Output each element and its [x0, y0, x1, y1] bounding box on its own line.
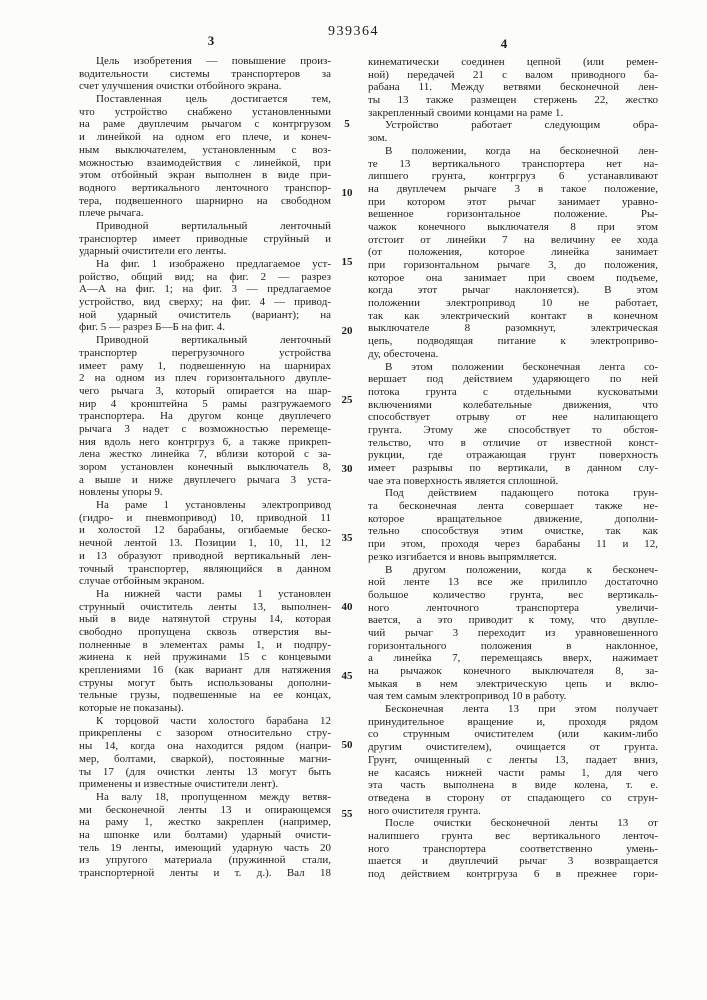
text-line: которое она занимает при своем подъеме,: [368, 271, 658, 284]
text-line: Приводной вертилальный ленточный: [96, 219, 331, 232]
text-line: можностью взаимодействия с линейкой, при: [79, 156, 331, 169]
text-line: струны могут быть использованы дополни-: [79, 676, 331, 689]
text-line: ты 13 также размещен стержень 22, жестко: [368, 94, 658, 107]
text-line: отстоит от линейки 7 на величину ее хода: [368, 233, 658, 246]
text-line: прикреплены с зазором относительно стру-: [79, 727, 331, 740]
line-number: 45: [341, 670, 353, 682]
text-line: ной) передачей 21 с валом приводного ба-: [368, 68, 658, 81]
text-line: положении электропривод 10 не работает,: [368, 297, 658, 310]
text-line: применены и известные очистители лент).: [79, 778, 279, 791]
paragraph: [368, 817, 658, 880]
text-line: жинена к ней пружинами 15 с концевыми: [79, 651, 331, 664]
paragraph: [79, 258, 331, 334]
line-number: 40: [341, 601, 353, 613]
text-line: лена жестко линейка 7, вблизи которой с за-: [79, 448, 331, 461]
paragraph: [368, 145, 658, 361]
text-column-page-3: [79, 55, 331, 880]
text-line: рабана 11. Между ветвями бесконечной лен-: [368, 81, 658, 94]
text-line: имеет раму 1, подвешенную на шарнирах: [79, 359, 331, 372]
text-line: тельство, что в отличие от известной конст-: [368, 436, 658, 449]
text-line: После очистки бесконечной ленты 13 от: [385, 817, 658, 830]
text-line: новлены упоры 9.: [79, 486, 163, 499]
text-line: ный в виде натянутой струны 14, которая: [79, 613, 331, 626]
text-line: Приводной вертикальный ленточный: [96, 334, 331, 347]
text-line: чего рычага 3, который опирается на шар-: [79, 384, 331, 397]
text-line: рукции, где отражающая грунт поверхность: [368, 449, 658, 462]
text-line: В этом положении бесконечная лента со-: [385, 360, 658, 373]
page-number-right: 4: [500, 36, 508, 51]
text-line: шается и двуплечий рычаг 3 возвращается: [368, 855, 658, 868]
paragraph: [79, 499, 331, 588]
text-line: чая тем самым электропривод 10 в работу.: [368, 690, 567, 703]
text-line: Бесконечная лента 13 при этом получает: [385, 703, 658, 716]
text-line: транспортера. На другом конце двуплечего: [79, 410, 331, 423]
text-line: ного очистителя грунта.: [368, 804, 481, 817]
text-line: грунта. Этому же способствует то обстоя-: [368, 423, 658, 436]
text-line: свободно пропущена сквозь отверстия вы-: [79, 625, 331, 638]
line-number: 10: [341, 187, 353, 199]
text-line: эта часть выполнена в виде колена, т. е.: [368, 779, 658, 792]
text-line: со струнным очистителем (или каким-либо: [368, 728, 658, 741]
text-line: резко изгибается и вновь выпрямляется.: [368, 550, 557, 563]
text-line: ны 14, когда она находится рядом (напри-: [79, 740, 331, 753]
paragraph: [368, 119, 658, 144]
text-line: другим очистителем), очищается от грунта.: [368, 741, 658, 754]
text-line: липшего грунта, контргруз 6 устанавливают: [368, 170, 658, 183]
text-line: тельно способствуя этим очистке, так как: [368, 525, 658, 538]
paragraph: [79, 220, 331, 258]
text-line: тельные грузы, подвешенные на ее концах,: [79, 689, 331, 702]
text-line: горизонтального положения в наклонное,: [368, 639, 658, 652]
text-line: ной ленте 13 все же прилипло достаточно: [368, 576, 658, 589]
text-line: та бесконечная лента совершает также не-: [368, 500, 658, 513]
paragraph: [79, 55, 331, 93]
text-line: струнный очиститель ленты 13, выполнен-: [79, 600, 331, 613]
text-line: ройство, общий вид; на фиг. 2 — разрез: [79, 270, 331, 283]
text-column-page-4: [368, 56, 658, 881]
text-line: отведена в сторону от спадающего со струн-: [368, 791, 658, 804]
text-line: ного ленточного транспортера увеличи-: [368, 601, 658, 614]
text-line: цепь, подводящая питание к электроприво-: [368, 335, 658, 348]
text-line: Грунт, очищенный с ленты 13, падает вниз,: [368, 753, 658, 766]
paragraph: [79, 334, 331, 499]
text-line: выключателе 8 разомкнут, электрическая: [368, 322, 658, 335]
line-number: 55: [341, 808, 353, 820]
paragraph: [79, 715, 331, 791]
text-line: кинематически соединен цепной (или ремен-: [368, 56, 658, 68]
text-line: чае эта поверхность является сплошной.: [368, 474, 559, 487]
text-line: при этом, проходя через барабаны 11 и 12,: [368, 538, 658, 551]
text-line: На раме 1 установлены электропривод: [96, 499, 331, 512]
text-line: и линейкой на одном его плече, и конеч-: [79, 131, 331, 144]
text-line: ния вдоль него контргруз 6, а также прикреп-: [79, 435, 331, 448]
text-line: ты 17 (для очистки ленты 13 могут быть: [79, 765, 331, 778]
text-line: чий рычаг 3 переходит из уравновешенного: [368, 626, 658, 639]
text-line: Поставленная цель достигается тем,: [96, 93, 331, 106]
text-line: устройство, вид сверху; на фиг. 4 — привод-: [79, 296, 331, 309]
paragraph: [79, 588, 331, 715]
text-line: при горизонтальном рычаге 3, до положения,: [368, 259, 658, 271]
text-line: полненные в элементах рамы 1, и подпру-: [79, 638, 331, 651]
text-line: те 13 вертикального транспортера нет на-: [368, 157, 658, 170]
text-line: К торцовой части холостого барабана 12: [96, 714, 331, 727]
text-line: принудительное вращение и, проходя рядом: [368, 715, 658, 728]
text-line: не касаясь нижней части рамы 1, для чего: [368, 766, 658, 779]
text-line: закрепленный своими концами на раме 1.: [368, 106, 564, 119]
text-line: нир 4 кронштейна 5 рамы разгружаемого: [79, 397, 331, 410]
text-line: Цель изобретения — повышение произ-: [96, 55, 331, 67]
text-line: на рычажок конечного выключателя 8, за-: [368, 665, 658, 677]
paragraph: [368, 56, 658, 119]
text-line: вешенное горизонтальное положение. Ры-: [368, 208, 658, 221]
text-line: На валу 18, пропущенном между ветвя-: [96, 790, 331, 803]
line-number: 15: [341, 256, 353, 268]
text-line: В другом положении, когда к бесконеч-: [385, 563, 658, 576]
line-number: 20: [341, 325, 353, 337]
text-line: а выше и ниже двуплечего рычага 3 уста-: [79, 473, 331, 486]
paragraph: [368, 703, 658, 817]
text-line: В положении, когда на бесконечной лен-: [385, 144, 658, 157]
text-line: (от положения, которое линейка занимает: [368, 246, 658, 259]
text-line: мыкая в нем электрическую цепь и вклю-: [368, 677, 658, 690]
line-number: 35: [341, 532, 353, 544]
text-line: Под действием падающего потока грун-: [385, 487, 658, 500]
text-line: ной ударный очиститель (вариант); на: [79, 308, 331, 321]
text-line: и холостой 12 барабаны, огибаемые беско-: [79, 524, 331, 537]
text-line: транспортер имеет приводные струйный и: [79, 232, 331, 245]
text-line: при котором этот рычаг занимает уравно-: [368, 195, 658, 208]
text-line: 2 на одном из плеч горизонтального двупле-: [79, 372, 331, 385]
text-line: креплениями 16 (как вариант для натяжения: [79, 664, 331, 676]
text-line: под действием контргруза 6 в прежнее гори-: [368, 868, 658, 880]
text-line: водного вертикального ленточного транспор-: [79, 181, 331, 194]
text-line: Устройство работает следующим обра-: [385, 119, 658, 132]
text-line: транспортерной ленты и т. д.). Вал 18: [79, 867, 331, 879]
paragraph: [368, 361, 658, 488]
text-line: включениями колебательные движения, что: [368, 398, 658, 411]
text-line: рычага 3 надет с возможностью перемеще-: [79, 422, 331, 435]
text-line: вершает под действием ударяющего по ней: [368, 373, 658, 386]
text-line: ным выключателем, установленным с воз-: [79, 143, 331, 156]
text-line: зором установлен конечный выключатель 8,: [79, 461, 331, 473]
text-line: на двуплечем рычаге 3 в такое положение,: [368, 182, 658, 195]
text-line: имеет разрывы по вертикали, в данном слу-: [368, 462, 658, 474]
text-line: точный транспортер, являющийся в данном: [79, 562, 331, 575]
text-line: способствует отрыву от нее налипающего: [368, 411, 658, 424]
text-line: налипшего грунта вес вертикального ленточ-: [368, 829, 658, 842]
text-line: из упругого материала (пружинной стали,: [79, 854, 331, 867]
text-line: вается, а это приводит к тому, что двупле-: [368, 614, 658, 627]
page-number-left: 3: [207, 33, 215, 48]
text-line: А—А на фиг. 1; на фиг. 3 — предлагаемое: [79, 283, 331, 296]
text-line: когда этот рычаг наклоняется). В этом: [368, 284, 658, 297]
text-line: и 13 образуют приводной вертикальный лен-: [79, 549, 331, 562]
text-line: которые не показаны).: [79, 702, 184, 715]
text-line: ударный очистители его ленты.: [79, 245, 227, 258]
text-line: На фиг. 1 изображено предлагаемое уст-: [96, 258, 331, 270]
line-number: 30: [341, 463, 353, 475]
text-line: мер, болтами, сваркой), постоянные магни-: [79, 752, 331, 765]
line-number: 50: [341, 739, 353, 751]
line-number: 5: [344, 118, 350, 130]
text-line: тель 19 ленты, имеющий ударную часть 20: [79, 841, 331, 854]
paragraph: [368, 564, 658, 704]
text-line: что устройство снабжено установленными: [79, 105, 331, 118]
paragraph: [368, 487, 658, 563]
text-line: этом отбойный экран выполнен в виде при-: [79, 169, 331, 182]
paragraph: [79, 93, 331, 220]
text-line: счет улучшения очистки отбойного экрана.: [79, 80, 282, 93]
text-line: большое количество грунта, вес вертикаль-: [368, 588, 658, 601]
text-line: (гидро- и пневмопривод) 10, приводной 11: [79, 511, 331, 524]
text-line: на раму 1, жестко закреплен (например,: [79, 816, 331, 829]
text-line: фиг. 5 — разрез Б—Б на фиг. 4.: [79, 321, 226, 334]
text-line: а линейка 7, перемещаясь вверх, нажимает: [368, 652, 658, 665]
text-line: на раме двуплечим рычагом с контргрузом: [79, 118, 331, 131]
text-line: нечной лентой 13. Позиции 1, 10, 11, 12: [79, 537, 331, 550]
text-line: на шпонке или болтами) ударный очисти-: [79, 828, 331, 841]
text-line: транспортер перегрузочного устройства: [79, 346, 331, 359]
text-line: так как электрический контакт в конечном: [368, 309, 658, 322]
text-line: ду, обесточена.: [368, 347, 439, 360]
text-line: потока грунта с отдельными кусковатыми: [368, 385, 658, 398]
text-line: На нижней части рамы 1 установлен: [96, 587, 331, 600]
text-line: ми бесконечной ленты 13 и опирающемся: [79, 803, 331, 816]
line-number: 25: [341, 394, 353, 406]
text-line: которое вращательное движение, дополни-: [368, 512, 658, 525]
paragraph: [79, 791, 331, 880]
text-line: тера, подвешенного шарнирно на свободном: [79, 194, 331, 207]
text-line: чажок конечного выключателя 8 при этом: [368, 220, 658, 233]
text-line: зом.: [368, 132, 388, 145]
text-line: водительности системы транспортеров за: [79, 67, 331, 80]
text-line: плече рычага.: [79, 207, 144, 220]
text-line: случае отбойным экраном.: [79, 575, 205, 588]
text-line: ного транспортера соответственно умень-: [368, 842, 658, 855]
patent-number: 939364: [328, 24, 379, 39]
